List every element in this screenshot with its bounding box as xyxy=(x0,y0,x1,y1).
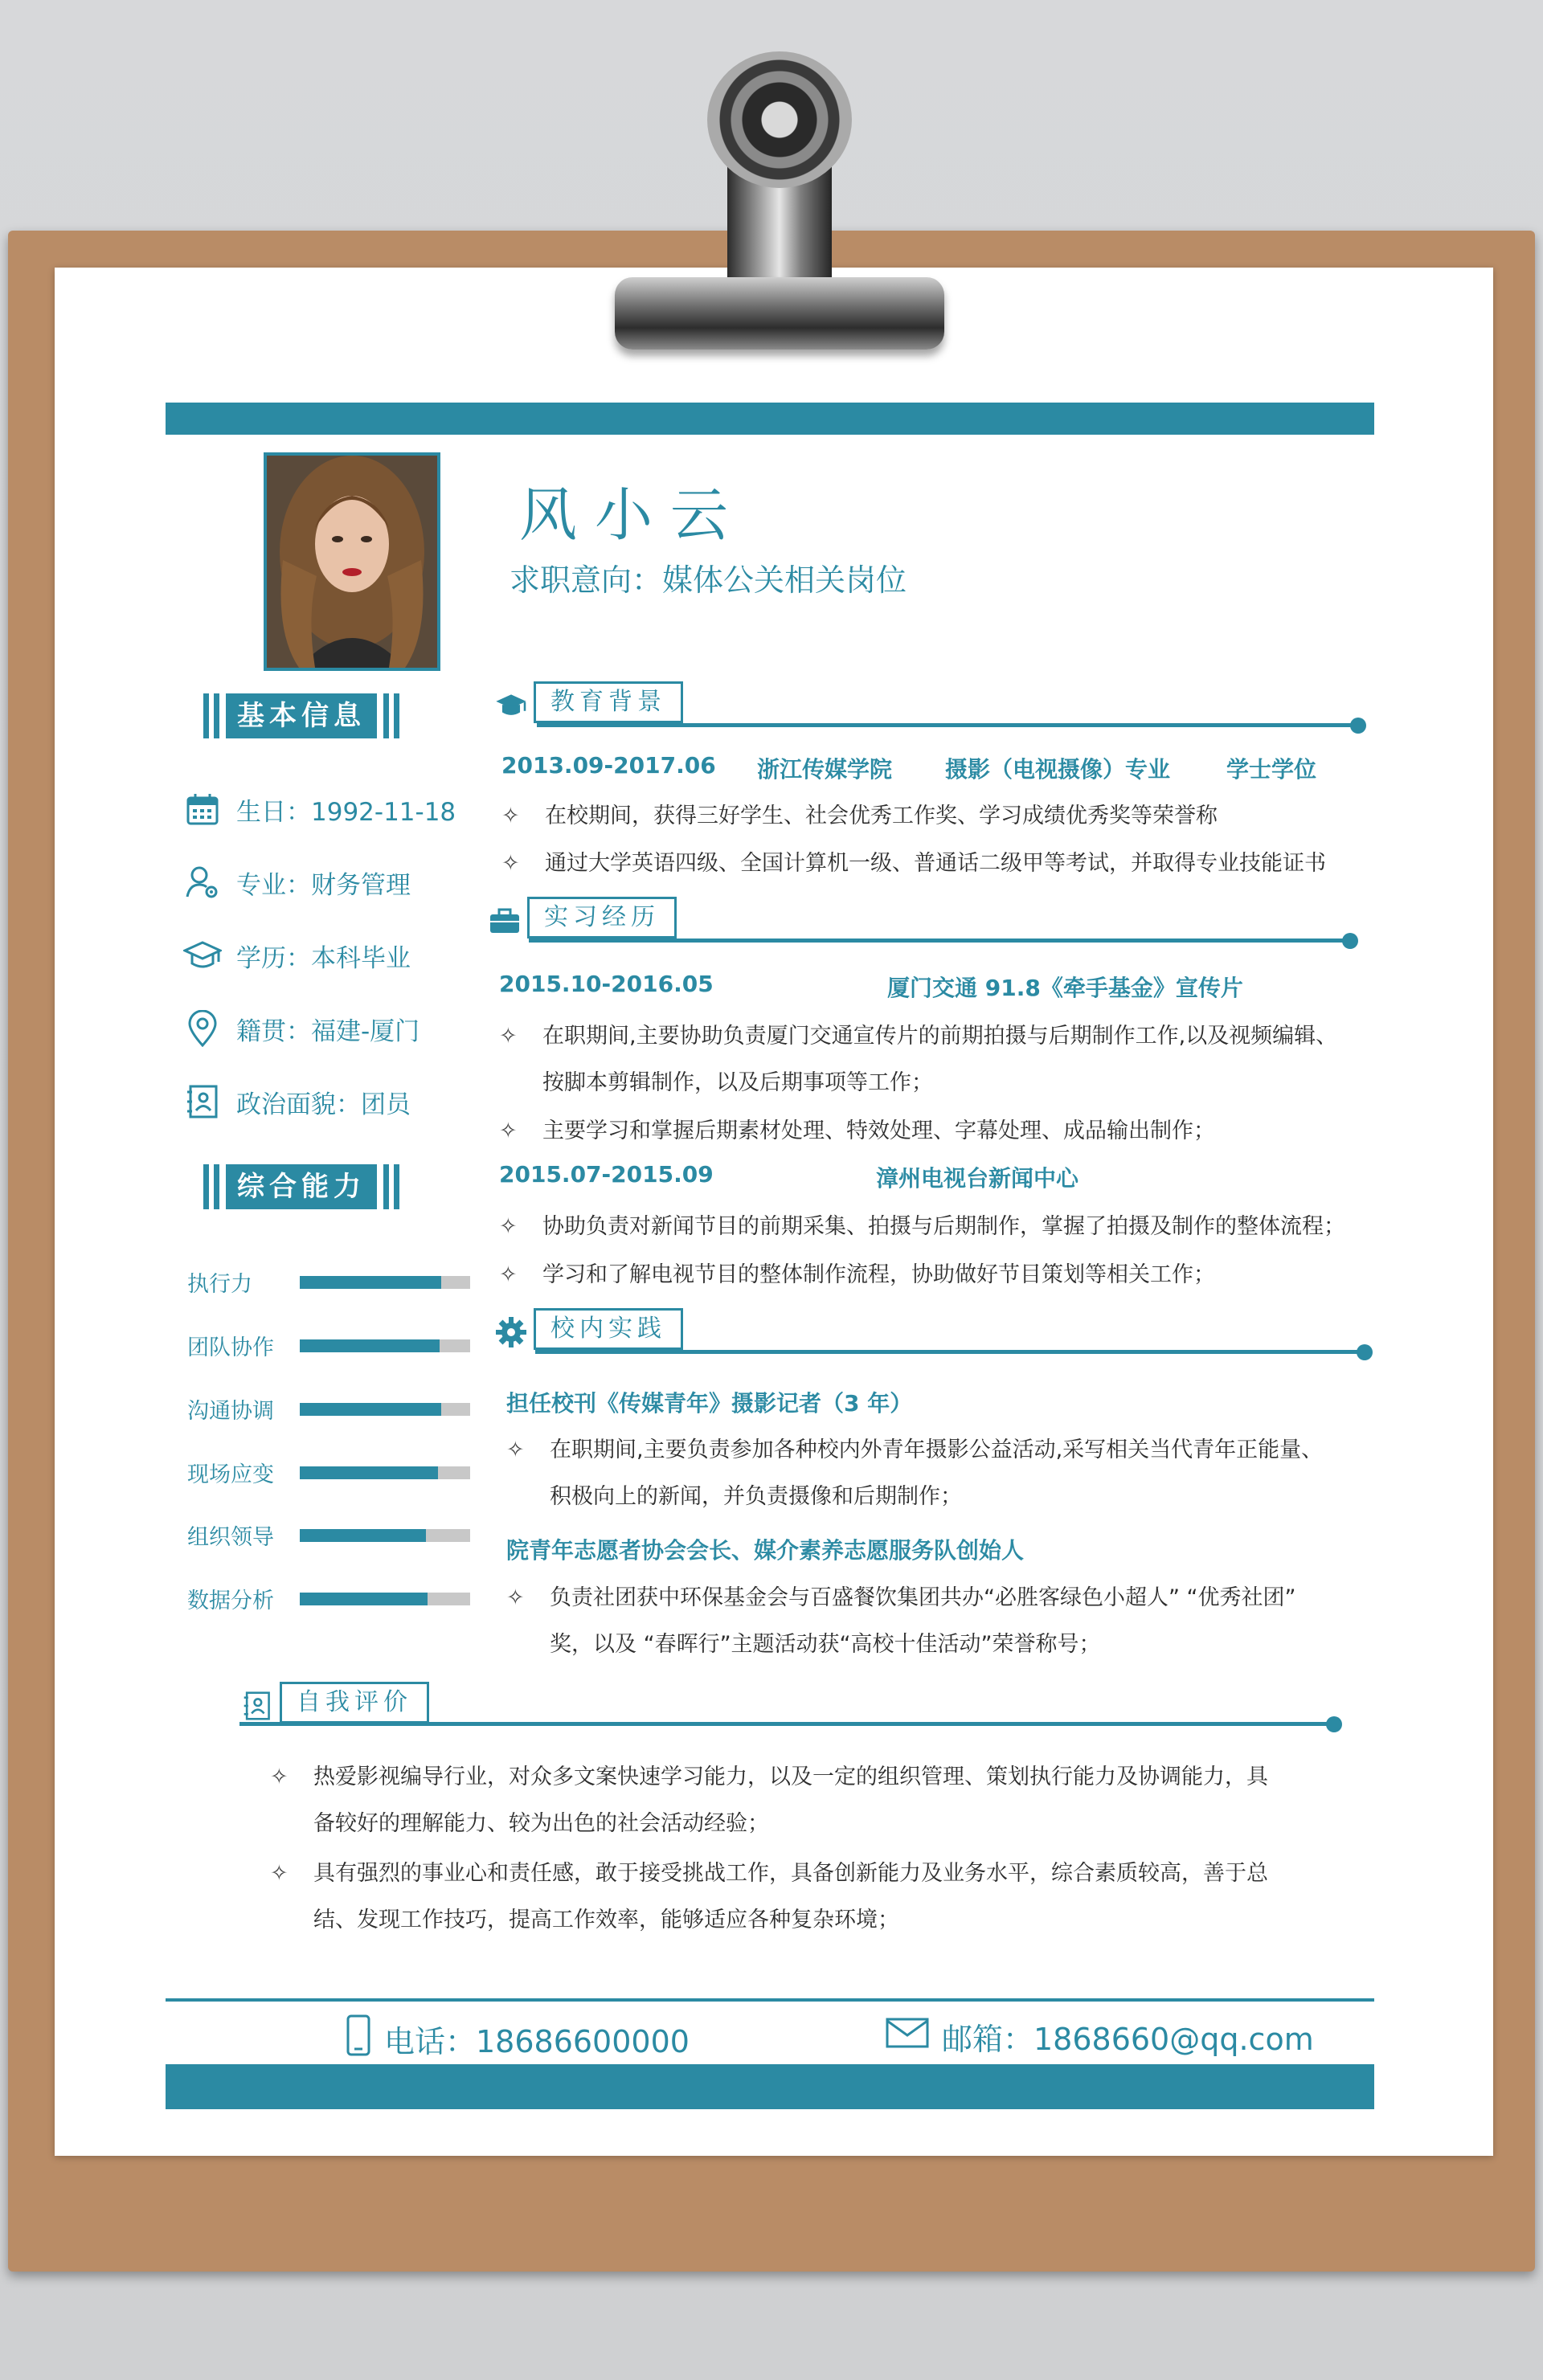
info-major: 专业：财务管理 xyxy=(236,870,411,900)
campus-bullet: ✧ 在职期间,主要负责参加各种校内外青年摄影公益活动,采写相关当代青年正能量、 积极向上的新闻，并负责摄像和后期制作； xyxy=(506,1437,1324,1509)
user-gear-icon xyxy=(183,863,222,902)
campus-heading xyxy=(493,1308,683,1350)
skill-track xyxy=(300,1403,470,1416)
skill-row xyxy=(187,1330,470,1361)
self-eval-title: 自我评价 xyxy=(280,1682,429,1724)
candidate-name: 风小云 xyxy=(519,481,747,549)
skill-fill xyxy=(300,1276,441,1289)
basic-info-heading xyxy=(203,693,399,738)
job-bullet: ✧ 协助负责对新闻节目的前期采集、拍摄与后期制作，掌握了拍摄及制作的整体流程； xyxy=(499,1214,1345,1239)
bottom-accent-bar xyxy=(166,2064,1374,2109)
info-row-birthday xyxy=(183,790,456,828)
info-political: 政治面貌：团员 xyxy=(236,1090,411,1119)
education-bullet: ✧ 通过大学英语四级、全国计算机一级、普通话二级甲等考试，并取得专业技能证书 xyxy=(501,851,1326,876)
education-heading xyxy=(493,681,683,723)
job-company: 漳州电视台新闻中心 xyxy=(876,1165,1079,1192)
phone-text: 电话：18686600000 xyxy=(384,2024,690,2059)
binder-clip-ring xyxy=(707,51,852,188)
campus-bullet: ✧ 负责社团获中环保基金会与百盛餐饮集团共办“必胜客绿色小超人” “优秀社团” 奖，以及 “春晖行”主题活动获“高校十佳活动”荣誉称号； xyxy=(506,1585,1296,1657)
skill-fill xyxy=(300,1403,441,1416)
skill-row xyxy=(187,1266,470,1298)
skill-row xyxy=(187,1393,470,1425)
location-pin-icon xyxy=(183,1009,222,1048)
info-hometown: 籍贯：福建-厦门 xyxy=(236,1016,420,1046)
portrait-illustration xyxy=(267,456,437,668)
skill-fill xyxy=(300,1339,440,1352)
campus-divider-dot xyxy=(1357,1344,1373,1360)
info-row-major xyxy=(183,863,411,902)
skill-fill xyxy=(300,1466,438,1479)
job-bullet: ✧ 在职期间,主要协助负责厦门交通宣传片的前期拍摄与后期制作工作,以及视频编辑、 按脚本剪辑制作，以及后期事项等工作； xyxy=(499,1024,1338,1095)
skill-label: 现场应变 xyxy=(187,1462,274,1487)
job-period: 2015.07-2015.09 xyxy=(499,1161,714,1188)
contact-divider xyxy=(166,1998,1374,2002)
education-divider xyxy=(537,723,1357,727)
top-accent-bar xyxy=(166,403,1374,435)
mail-icon xyxy=(886,2018,929,2055)
skill-track xyxy=(300,1276,470,1289)
education-title: 教育背景 xyxy=(534,681,683,723)
info-row-hometown xyxy=(183,1009,420,1048)
skill-track xyxy=(300,1339,470,1352)
graduation-cap-icon xyxy=(183,936,222,975)
education-degree: 学士学位 xyxy=(1226,756,1317,783)
skills-heading xyxy=(203,1164,399,1209)
contact-email xyxy=(886,2014,1314,2059)
skill-label: 团队协作 xyxy=(187,1335,274,1360)
internship-divider-dot xyxy=(1342,933,1358,949)
skills-title: 综合能力 xyxy=(226,1164,377,1209)
basic-info-title: 基本信息 xyxy=(226,693,377,738)
info-degree: 学历：本科毕业 xyxy=(236,943,411,973)
self-eval-divider-dot xyxy=(1326,1716,1342,1732)
education-bullet: ✧ 在校期间，获得三好学生、社会优秀工作奖、学习成绩优秀奖等荣誉称 xyxy=(501,804,1218,828)
graduation-cap-icon xyxy=(493,688,529,723)
job-company: 厦门交通 91.8《牵手基金》宣传片 xyxy=(887,975,1243,1001)
skill-fill xyxy=(300,1593,428,1605)
phone-icon xyxy=(346,2014,371,2063)
campus-role: 院青年志愿者协会会长、媒介素养志愿服务队创始人 xyxy=(506,1537,1025,1564)
education-period: 2013.09-2017.06 xyxy=(501,752,716,779)
education-school: 浙江传媒学院 xyxy=(757,756,893,783)
skill-row xyxy=(187,1583,470,1614)
self-eval-bullet: ✧ 热爱影视编导行业，对众多文案快速学习能力，以及一定的组织管理、策划执行能力及协调能力，具 备较好的理解能力、较为出色的社会活动经验； xyxy=(270,1765,1268,1836)
internship-heading xyxy=(487,897,677,939)
job-intent: 求职意向：媒体公关相关岗位 xyxy=(510,562,907,598)
briefcase-icon xyxy=(487,903,522,939)
skill-track xyxy=(300,1593,470,1605)
calendar-icon xyxy=(183,790,222,828)
info-row-political xyxy=(183,1082,411,1121)
id-badge-icon xyxy=(183,1082,222,1121)
education-divider-dot xyxy=(1350,718,1366,734)
job-bullet: ✧ 主要学习和掌握后期素材处理、特效处理、字幕处理、成品输出制作； xyxy=(499,1118,1215,1143)
job-bullet: ✧ 学习和了解电视节目的整体制作流程，协助做好节目策划等相关工作； xyxy=(499,1262,1215,1287)
skill-row xyxy=(187,1457,470,1488)
campus-title: 校内实践 xyxy=(534,1308,683,1350)
resume-paper xyxy=(55,268,1493,2156)
skill-fill xyxy=(300,1529,426,1542)
portrait-photo xyxy=(264,452,440,671)
skill-label: 执行力 xyxy=(187,1272,252,1297)
education-major: 摄影（电视摄像）专业 xyxy=(945,756,1171,783)
info-birthday: 生日：1992-11-18 xyxy=(236,797,456,827)
skill-row xyxy=(187,1519,470,1551)
profile-card-icon xyxy=(239,1688,275,1724)
skill-track xyxy=(300,1529,470,1542)
internship-divider xyxy=(529,939,1349,943)
info-row-education xyxy=(183,936,411,975)
campus-role: 担任校刊《传媒青年》摄影记者（3 年） xyxy=(506,1390,913,1417)
contact-phone xyxy=(346,2014,690,2063)
skill-track xyxy=(300,1466,470,1479)
job-period: 2015.10-2016.05 xyxy=(499,971,714,997)
skill-label: 数据分析 xyxy=(187,1589,274,1613)
binder-clip-base xyxy=(615,277,944,350)
skill-label: 组织领导 xyxy=(187,1525,274,1550)
campus-divider xyxy=(535,1350,1363,1354)
skill-label: 沟通协调 xyxy=(187,1399,274,1424)
email-text: 邮箱：1868660@qq.com xyxy=(942,2022,1314,2057)
internship-title: 实习经历 xyxy=(527,897,677,939)
self-eval-heading xyxy=(239,1682,429,1724)
gear-icon xyxy=(493,1315,529,1350)
self-eval-bullet: ✧ 具有强烈的事业心和责任感，敢于接受挑战工作，具备创新能力及业务水平，综合素质较高，善于总 结、发现工作技巧，提高工作效率，能够适应各种复杂环境； xyxy=(270,1861,1268,1932)
